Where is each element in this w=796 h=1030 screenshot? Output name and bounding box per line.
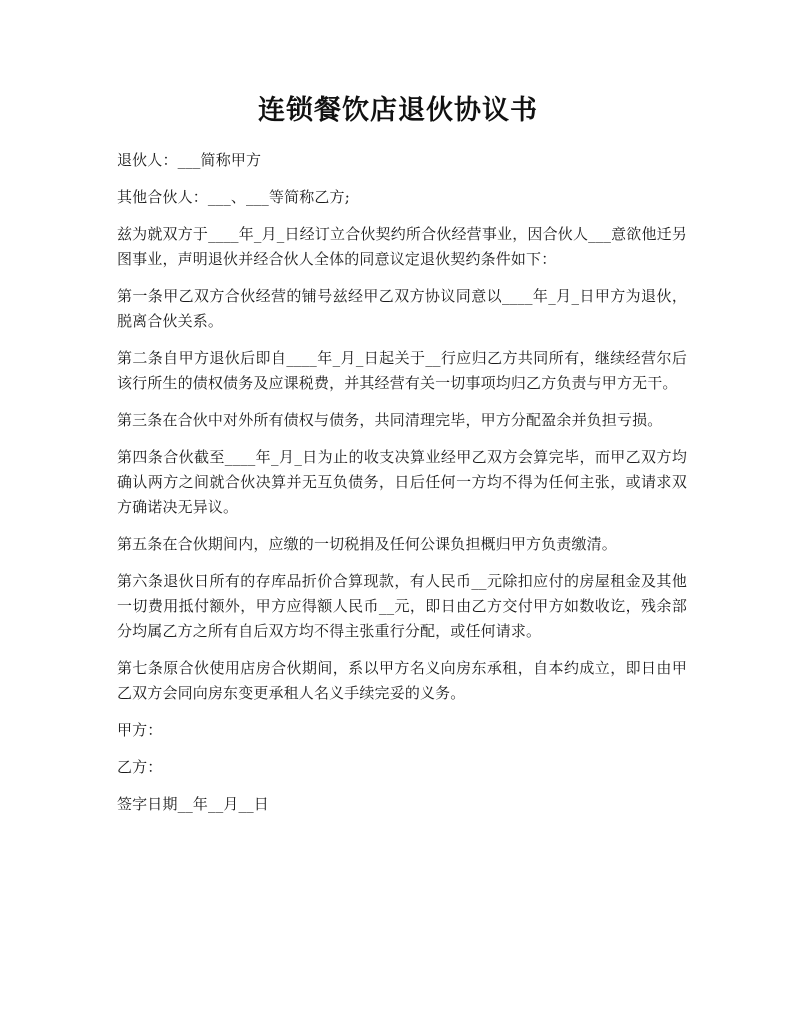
clause-4: 第四条合伙截至____年_月_日为止的收支决算业经甲乙双方会算完毕，而甲乙双方均确认两方之间就合伙决算并无互负债务，日后任何一方均不得为任何主张，或请求双方确诺决无异议。 <box>117 448 687 516</box>
clause-5: 第五条在合伙期间内，应缴的一切税捐及任何公课负担概归甲方负责缴清。 <box>117 535 617 553</box>
clause-7: 第七条原合伙使用店房合伙期间，系以甲方名义向房东承租，自本约成立，即日由甲乙双方会同向房东变更承租人名义手续完妥的义务。 <box>117 659 687 702</box>
clause-2: 第二条自甲方退伙后即自____年_月_日起关于__行应归乙方共同所有，继续经营尔后该行所生的债权债务及应课税费，并其经营有关一切事项均归乙方负责与甲方无干。 <box>117 349 687 392</box>
document-body <box>117 148 687 829</box>
document-title: 连锁餐饮店退伙协议书 <box>258 95 538 126</box>
paragraph-preamble: 兹为就双方于____年_月_日经订立合伙契约所合伙经营事业，因合伙人___意欲他迁另图事业，声明退伙并经合伙人全体的同意议定退伙契约条件如下： <box>117 225 687 268</box>
paragraph-other-partners: 其他合伙人：___、___等简称乙方; <box>117 188 350 206</box>
signature-date: 签字日期__年__月__日 <box>117 795 269 813</box>
signature-party-a: 甲方： <box>117 721 163 739</box>
clause-1: 第一条甲乙双方合伙经营的铺号兹经甲乙双方协议同意以____年_月_日甲方为退伙，脱离合伙关系。 <box>117 287 687 330</box>
signature-party-b: 乙方： <box>117 758 163 776</box>
paragraph-withdrawing-partner: 退伙人：___简称甲方 <box>117 151 262 169</box>
clause-3: 第三条在合伙中对外所有债权与债务，共同清理完毕，甲方分配盈余并负担亏损。 <box>117 411 663 429</box>
clause-6: 第六条退伙日所有的存库品折价合算现款，有人民币__元除扣应付的房屋租金及其他一切费用抵付额外，甲方应得额人民币__元，即日由乙方交付甲方如数收讫，残余部分均属乙方之所有自后双方均不得主张重行分配，或任何请求。 <box>117 572 687 640</box>
